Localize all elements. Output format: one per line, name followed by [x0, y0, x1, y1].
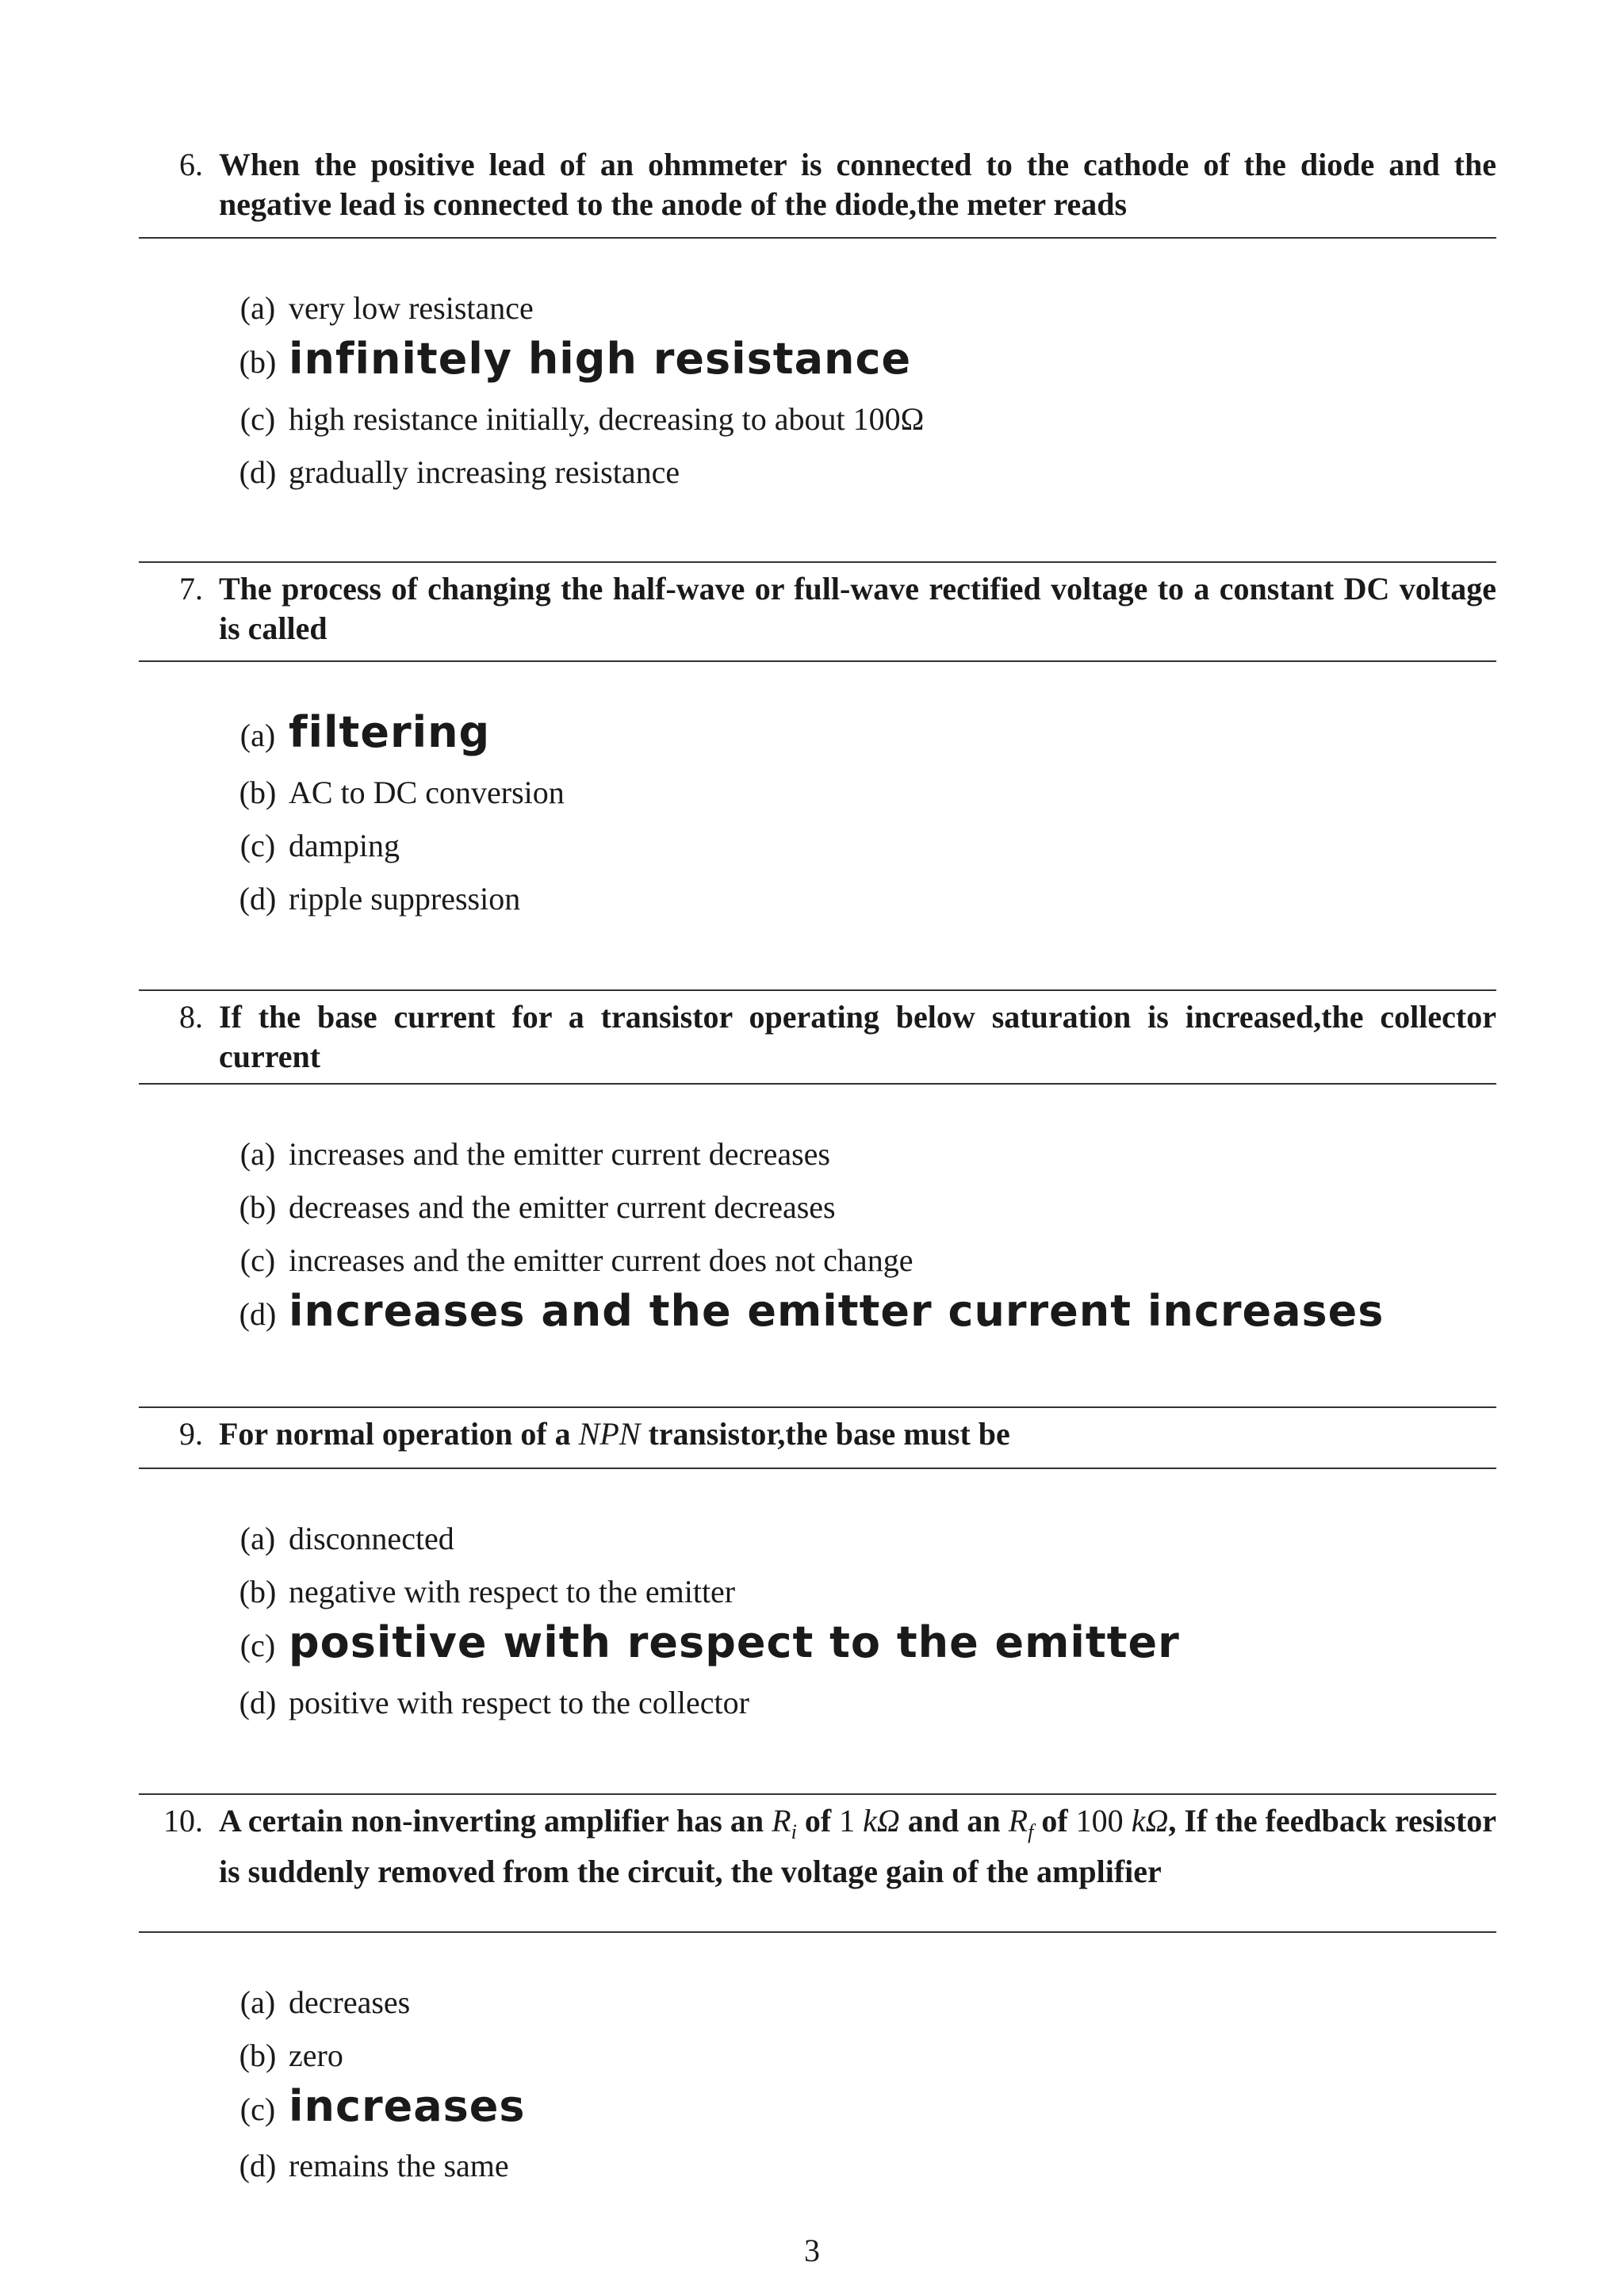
option-text: negative with respect to the emitter: [289, 1574, 736, 1609]
question-10-bottom-rule: [139, 1931, 1496, 1933]
option-label: (b): [239, 1189, 277, 1225]
option-text: AC to DC conversion: [289, 775, 565, 810]
option-text: disconnected: [289, 1521, 454, 1556]
question-10-text: A certain non-inverting amplifier has an $R_i$ of 1 kΩ and an $R_f$ of 100 kΩ, If the feedback resistor is suddenly removed from the circuit, the voltage gain of the amplifier: [219, 1803, 1497, 1889]
question-8-bottom-rule: [139, 1083, 1496, 1085]
question-8-top-rule: [139, 989, 1496, 991]
option-text: gradually increasing resistance: [289, 454, 680, 490]
option-label: (a): [239, 1136, 276, 1172]
question-10-number: 10.: [163, 1803, 203, 1839]
question-9-bottom-rule: [139, 1468, 1496, 1469]
question-7-text: The process of changing the half-wave or full-wave rectified voltage to a constant DC voltage is called: [219, 571, 1496, 646]
question-7-number: 7.: [179, 571, 203, 607]
option-text: decreases and the emitter current decreases: [289, 1189, 836, 1225]
question-6-bottom-rule: [139, 237, 1496, 239]
question-9-top-rule: [139, 1406, 1496, 1408]
option-label: (b): [239, 1574, 277, 1609]
question-9-text: For normal operation of a NPN transistor,the base must be: [219, 1416, 1010, 1452]
math-r-f: $R_f$: [1008, 1803, 1034, 1843]
option-text: high resistance initially, decreasing to about 100Ω: [289, 401, 925, 437]
question-10-top-rule: [139, 1793, 1496, 1795]
option-text: very low resistance: [289, 290, 534, 326]
option-label: (c): [239, 828, 276, 863]
option-text: damping: [289, 828, 400, 863]
option-text-highlighted: increases and the emitter current increases: [289, 1286, 1385, 1336]
option-label: (d): [239, 454, 277, 490]
option-label: (c): [239, 1628, 276, 1663]
option-text: decreases: [289, 1984, 411, 2020]
option-text: positive with respect to the collector: [289, 1685, 749, 1720]
option-text: ripple suppression: [289, 881, 521, 916]
math-npn: NPN: [578, 1416, 641, 1452]
option-label: (d): [239, 881, 277, 916]
option-label: (a): [239, 1984, 276, 2020]
option-label: (d): [239, 2148, 277, 2183]
option-label: (d): [239, 1296, 277, 1332]
option-text: remains the same: [289, 2148, 509, 2183]
question-7-bottom-rule: [139, 660, 1496, 662]
question-6-number: 6.: [179, 147, 203, 182]
option-label: (d): [239, 1685, 277, 1720]
option-text-highlighted: positive with respect to the emitter: [289, 1617, 1180, 1667]
question-8-text: If the base current for a transistor operating below saturation is increased,the collector current: [219, 999, 1496, 1074]
option-label: (b): [239, 2038, 277, 2073]
question-9-number: 9.: [179, 1416, 203, 1452]
option-text: increases and the emitter current decreases: [289, 1136, 830, 1172]
option-text: zero: [289, 2038, 343, 2073]
option-text-highlighted: infinitely high resistance: [289, 334, 912, 384]
option-label: (a): [239, 290, 276, 326]
page-number: 3: [804, 2233, 820, 2268]
option-label: (b): [239, 775, 277, 810]
question-6-text: When the positive lead of an ohmmeter is connected to the cathode of the diode and the negative lead is connected to the anode of the diode,the meter reads: [219, 147, 1496, 222]
option-label: (c): [239, 2091, 276, 2127]
option-text-highlighted: filtering: [289, 707, 491, 757]
option-text: increases and the emitter current does not change: [289, 1242, 914, 1278]
option-label: (b): [239, 344, 277, 380]
option-label: (a): [239, 1521, 276, 1556]
option-label: (c): [239, 1242, 276, 1278]
option-label: (c): [239, 401, 276, 437]
option-text-highlighted: increases: [289, 2081, 526, 2131]
option-label: (a): [239, 718, 276, 753]
math-r-i: $R_i$: [772, 1803, 797, 1843]
question-7-top-rule: [139, 561, 1496, 563]
question-8-number: 8.: [179, 999, 203, 1035]
